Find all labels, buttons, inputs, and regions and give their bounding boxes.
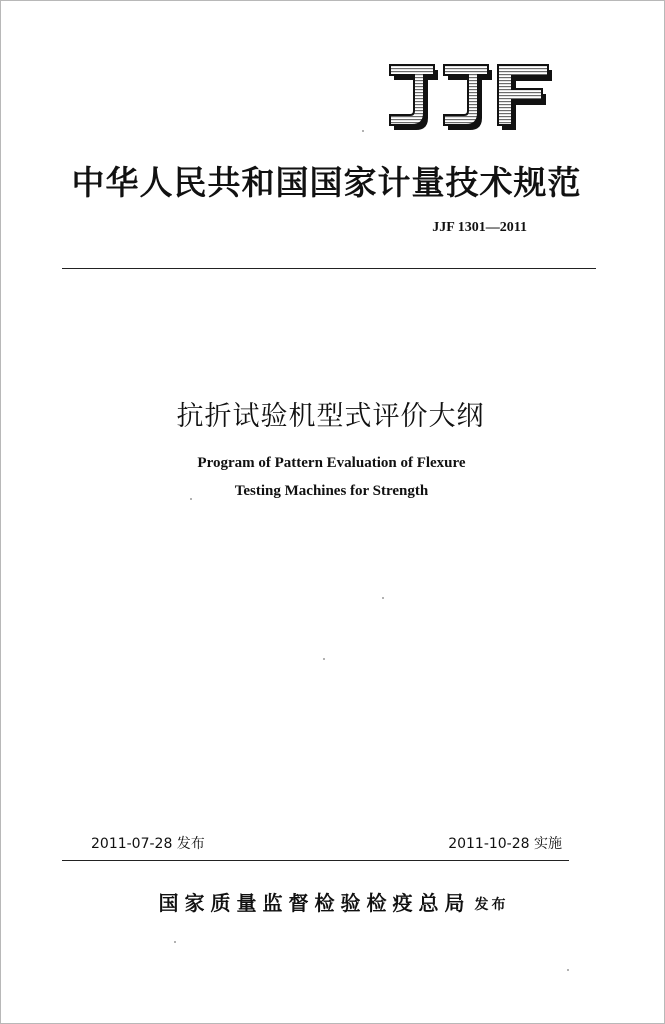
document-title-cn-text: 抗折试验机型式评价大纲	[176, 401, 485, 432]
document-title-cn	[1, 394, 665, 433]
implementation-date: 2011-10-28 实施	[448, 836, 562, 852]
document-number: JJF 1301—2011	[432, 220, 527, 235]
header-divider	[62, 268, 596, 269]
scan-speck	[174, 941, 176, 943]
standard-category-title	[1, 157, 665, 204]
issue-date: 2011-07-28 发布	[91, 836, 205, 852]
jjf-logo-graphic	[382, 59, 554, 131]
footer-divider	[62, 860, 569, 861]
publisher-suffix: 发布	[474, 897, 509, 913]
scan-speck	[567, 969, 569, 971]
publisher-name: 国家质量监督检验检疫总局	[158, 891, 471, 915]
publisher	[1, 887, 665, 916]
standard-category-text: 中华人民共和国国家计量技术规范	[71, 163, 582, 202]
scan-speck	[323, 658, 325, 660]
document-title-en-line1	[1, 455, 665, 472]
scan-speck	[190, 498, 192, 500]
document-title-en-line1-text: Program of Pattern Evaluation of Flexure	[197, 455, 466, 471]
jjf-logo	[382, 59, 554, 131]
scan-speck	[362, 130, 364, 132]
scan-speck	[382, 597, 384, 599]
document-title-en-line2-text: Testing Machines for Strength	[234, 483, 429, 499]
document-title-en-line2	[1, 483, 665, 500]
